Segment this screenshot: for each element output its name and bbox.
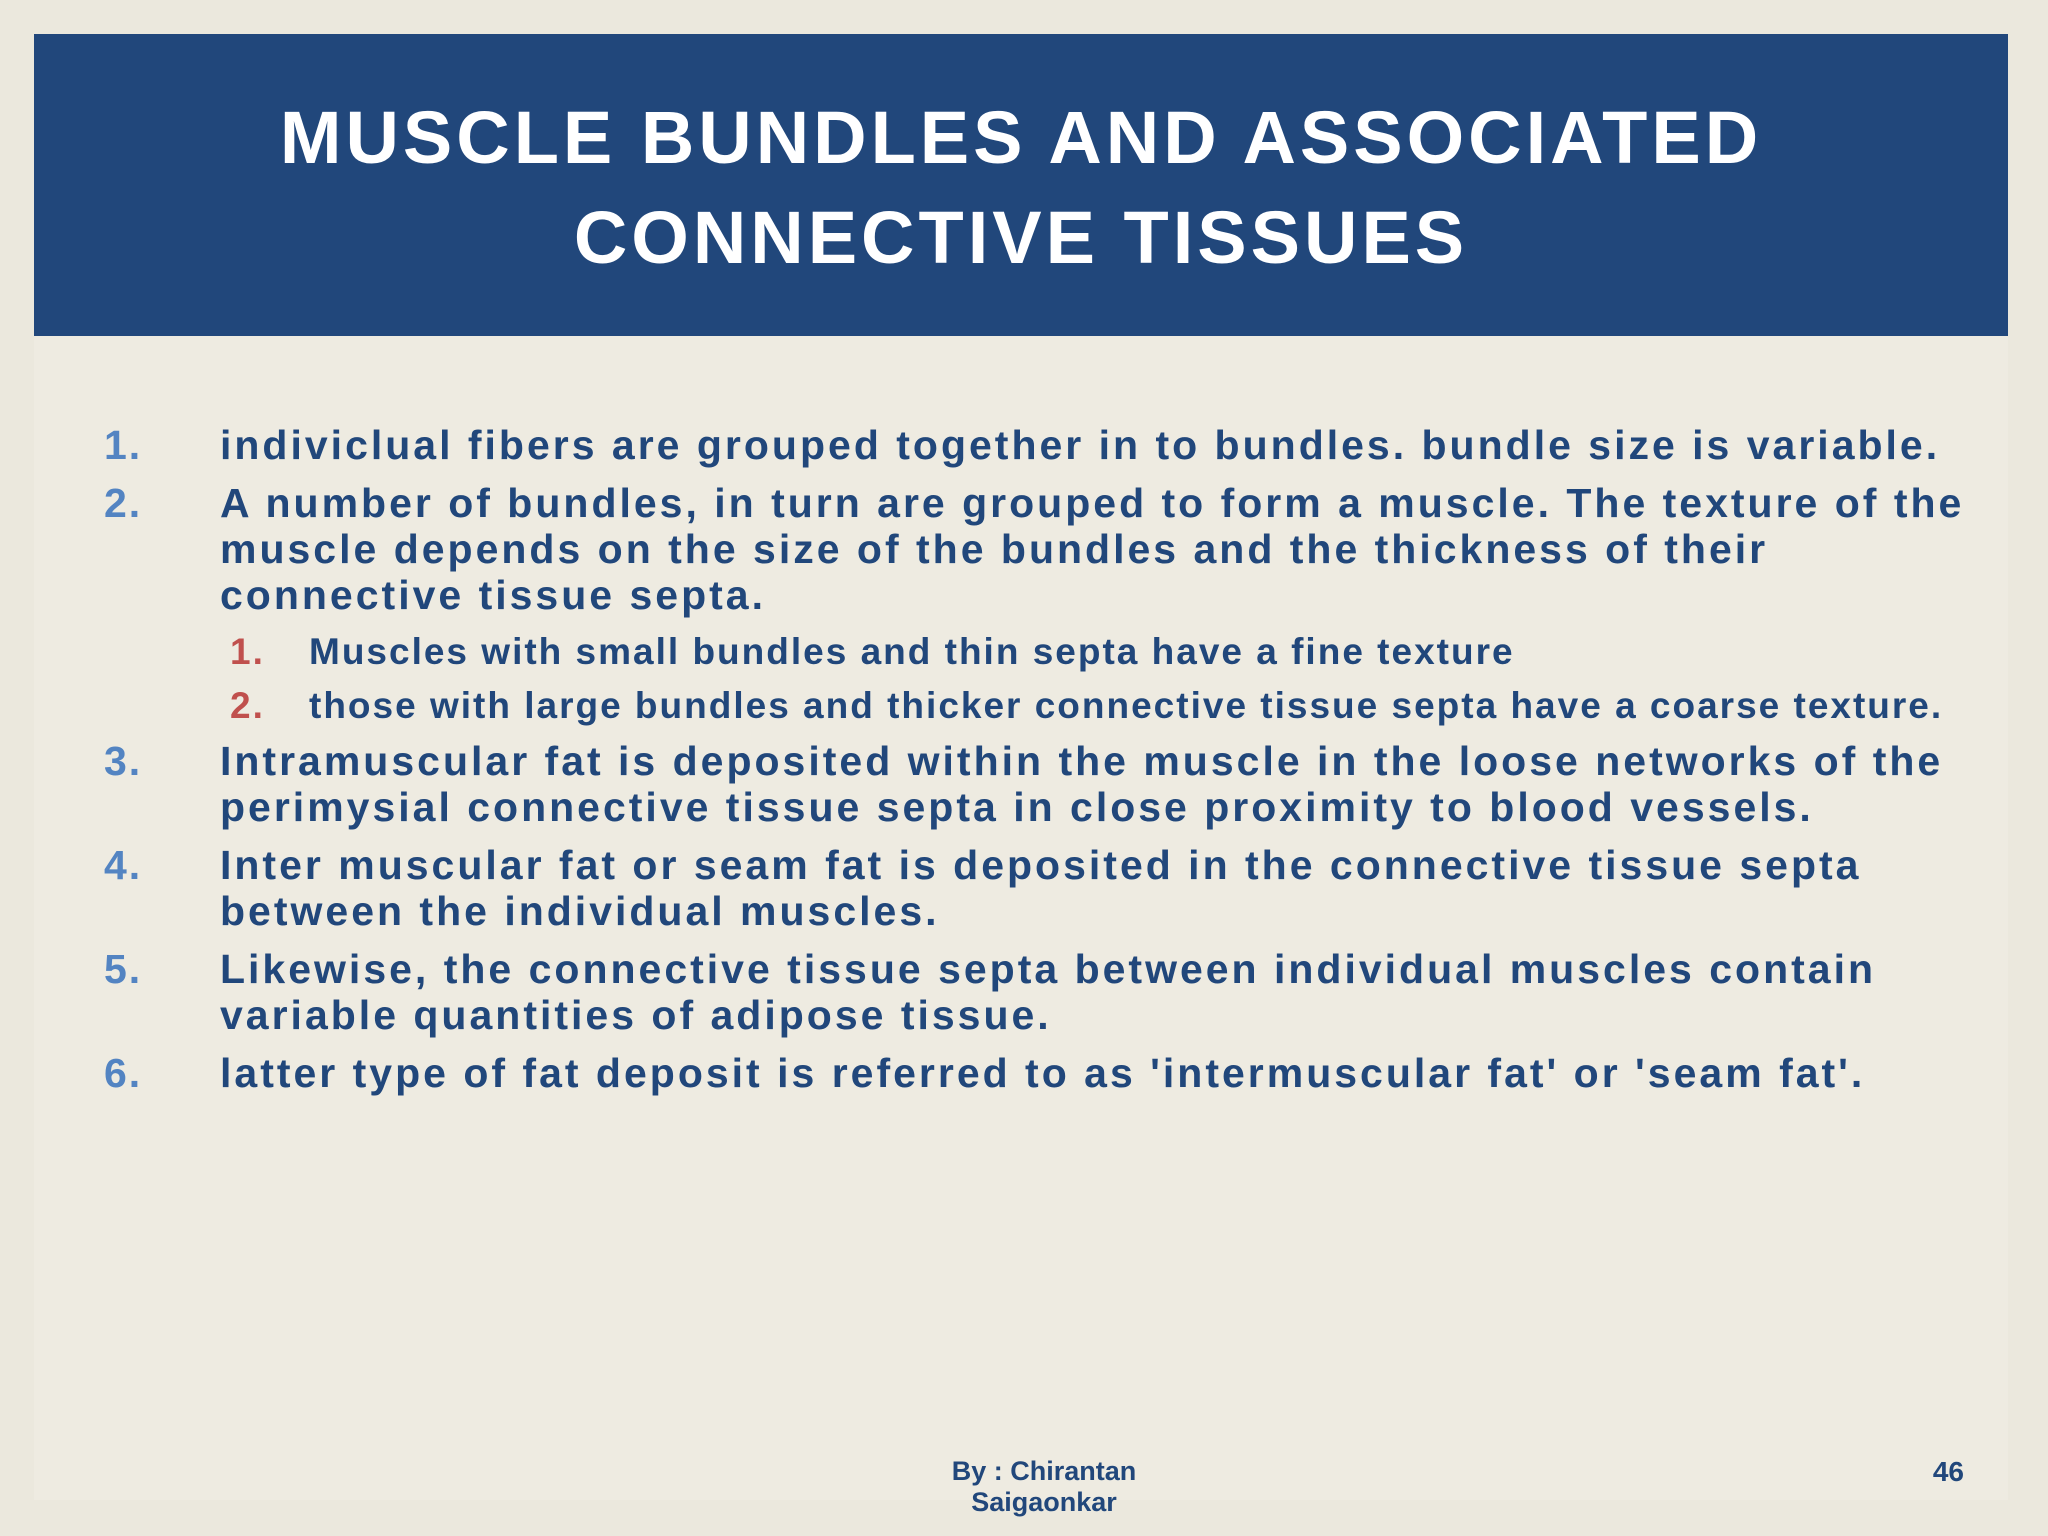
- list-item-number: 5.: [104, 946, 143, 992]
- list-item-number: 1.: [104, 422, 143, 468]
- sub-list-item-text: Muscles with small bundles and thin septa have a fine texture: [309, 631, 1515, 672]
- title-bar: [34, 34, 2008, 336]
- list-item-1: [104, 422, 1984, 468]
- list-item-text: Inter muscular fat or seam fat is deposited in the connective tissue septa between the individual muscles.: [220, 842, 1862, 934]
- page-number: 46: [1932, 1456, 1964, 1487]
- list-item-text: A number of bundles, in turn are grouped to form a muscle. The texture of the muscle depends on the size of the bundles and the thickness of their connective tissue septa.: [220, 480, 1965, 618]
- list-item-number: 3.: [104, 738, 143, 784]
- sub-list-item-number: 1.: [230, 631, 265, 672]
- list-item-4: [104, 842, 1984, 934]
- list-item-3: [104, 738, 1984, 830]
- sub-list-item-text: those with large bundles and thicker connective tissue septa have a coarse texture.: [309, 685, 1944, 726]
- list-item-text: Intramuscular fat is deposited within the muscle in the loose networks of the perimysial connective tissue septa in close proximity to blood vessels.: [220, 738, 1944, 830]
- slide-title-line-1: MUSCLE BUNDLES AND ASSOCIATED: [279, 96, 1763, 179]
- sub-list-item-number: 2.: [230, 685, 265, 726]
- sub-list-item-2: [104, 684, 1984, 727]
- sub-list-item-1: [104, 630, 1984, 673]
- list-item-number: 6.: [104, 1050, 143, 1096]
- list-item-5: [104, 946, 1984, 1038]
- list-item-number: 4.: [104, 842, 143, 888]
- list-item-6: [104, 1050, 1984, 1096]
- list-item-text: indiviclual fibers are grouped together in to bundles. bundle size is variable.: [220, 422, 1941, 468]
- numbered-list: [104, 422, 1984, 1108]
- slide: [34, 34, 2008, 1517]
- slide-title-line-2: CONNECTIVE TISSUES: [573, 196, 1469, 279]
- list-item-2: [104, 480, 1984, 618]
- footer-author: By : Chirantan Saigaonkar: [951, 1456, 1137, 1517]
- sub-list: [104, 630, 1984, 727]
- list-item-text: Likewise, the connective tissue septa between individual muscles contain variable quantities of adipose tissue.: [220, 946, 1877, 1038]
- list-item-number: 2.: [104, 480, 143, 526]
- slide-title: [280, 82, 1762, 288]
- list-item-text: latter type of fat deposit is referred to as 'intermuscular fat' or 'seam fat'.: [220, 1050, 1866, 1096]
